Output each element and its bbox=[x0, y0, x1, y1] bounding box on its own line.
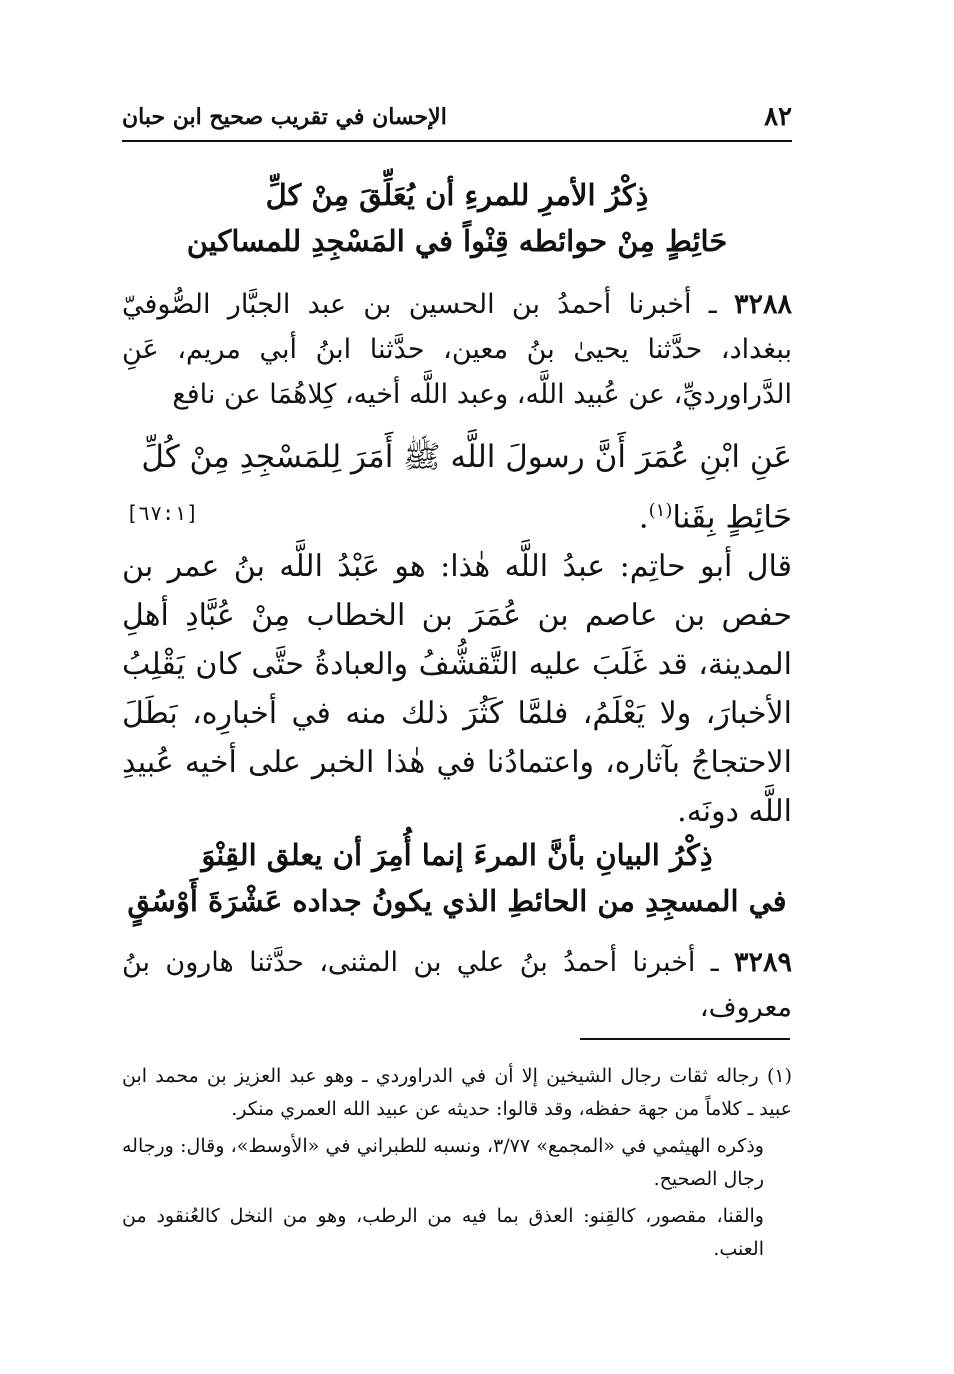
footnote-marker: (١) bbox=[648, 500, 673, 521]
page-number: ٨٢ bbox=[764, 102, 792, 132]
footnote-1-continued: وذكره الهيثمي في «المجمع» ٣/٧٧، ونسبه للطبراني في «الأوسط»، وقال: ورجاله رجال الصحيح. bbox=[122, 1135, 764, 1190]
footnote-divider bbox=[580, 1038, 790, 1040]
isnad-text: ـ أخبرنا أحمدُ بنُ علي بن المثنى، حدَّثنا هارون بنُ معروف، bbox=[122, 947, 792, 1023]
hadith-number: ٣٢٨٨ bbox=[733, 289, 792, 320]
running-title: الإحسان في تقريب صحيح ابن حبان bbox=[122, 104, 447, 130]
matn-text: عَنِ ابْنِ عُمَرَ أَنَّ رسولَ اللَّه ﷺ أَمَرَ لِلمَسْجِدِ مِنْ كُلِّ حَائِطٍ بِقَنا bbox=[141, 439, 792, 536]
section-heading-1-line2: حَائِطٍ مِنْ حوائطه قِنْواً في المَسْجِدِ للمساكين bbox=[186, 224, 728, 258]
section-heading-2-line2: في المسجِدِ من الحائطِ الذي يكونُ جداده عَشْرَةَ أَوْسُقٍ bbox=[127, 884, 787, 918]
section-heading-1-line1: ذِكْرُ الأمرِ للمرءِ أن يُعَلِّقَ مِنْ كلِّ bbox=[265, 178, 649, 212]
matn-end: . bbox=[638, 499, 649, 536]
page-header bbox=[122, 98, 792, 142]
commentary bbox=[122, 542, 792, 836]
hadith-number: ٣٢٨٩ bbox=[733, 947, 792, 978]
hadith-3288-isnad bbox=[122, 282, 792, 417]
section-heading-2-line1: ذِكْرُ البيانِ بأنَّ المرءَ إنما أُمِرَ أن يعلق القِنْوَ bbox=[201, 838, 713, 872]
hadith-reference: [٦٧:١] bbox=[126, 501, 199, 525]
commentary-text: قال أبو حاتِم: عبدُ اللَّه هٰذا: هو عَبْدُ اللَّه بنُ عمر بن حفص بن عاصم بن عُمَرَ بن الخطاب مِنْ عُبَّادِ أهلِ المدينة، قد غَلَبَ عليه التَّقشُّفُ والعبادةُ حتَّى كان يَقْلِبُ الأخبارَ، ولا يَعْلَمُ، فلمَّا كَثُرَ ذلك منه في أخبارِه، بَطَلَ الاحتجاجُ بآثاره، واعتمادُنا في هٰذا الخبر على أخيه عُبيدِ اللَّه دونَه. bbox=[122, 549, 793, 829]
footnotes bbox=[122, 1060, 792, 1270]
hadith-3289-isnad bbox=[122, 940, 792, 1030]
section-heading-1 bbox=[122, 172, 792, 264]
isnad-text: ـ أخبرنا أحمدُ بن الحسين بن عبد الجبَّار الصُّوفيّ ببغداد، حدَّثنا يحيىٰ بنُ معين، حدَّثنا ابنُ أبي مريم، عَنِ الدَّراورديِّ، عن عُبيد اللَّه، وعبد اللَّه أخيه، كِلاهُمَا عن نافع bbox=[122, 289, 792, 410]
footnote-1: (١) رجاله ثقات رجال الشيخين إلا أن في الدراوردي ـ وهو عبد العزيز بن محمد ابن عبيد ـ كلاماً من جهة حفظه، وقد قالوا: حديثه عن عبيد الله العمري منكر. bbox=[122, 1065, 792, 1120]
hadith-3288-matn bbox=[122, 430, 792, 544]
section-heading-2 bbox=[122, 832, 792, 924]
footnote-1-qana: والقنا، مقصور، كالقِنو: العذق بما فيه من الرطب، وهو من النخل كالعُنقود من العنب. bbox=[122, 1205, 764, 1260]
